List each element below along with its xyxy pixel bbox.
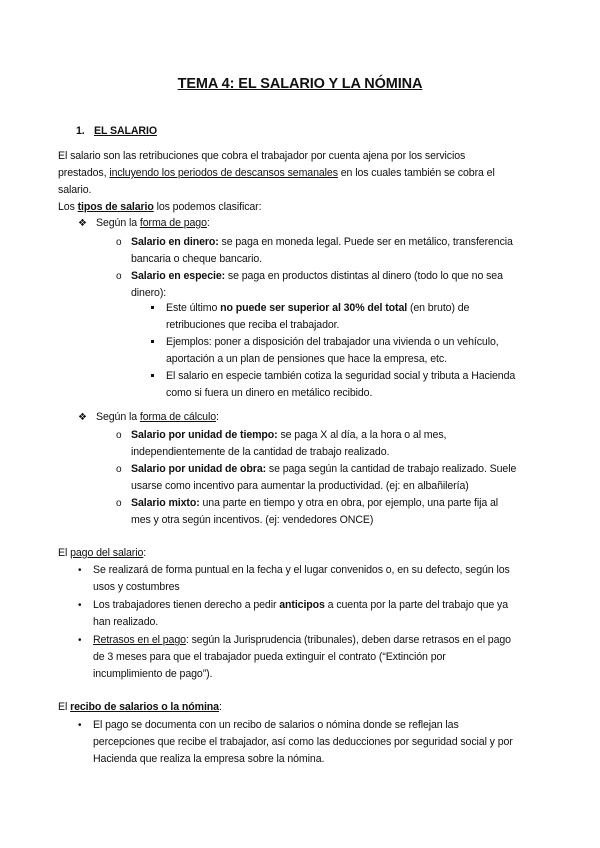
- pago-b3-line-2: de 3 meses para que el trabajador pueda extinguir el contrato (“Extinción por: [93, 651, 446, 663]
- pago-heading: El pago del salario:: [58, 547, 147, 559]
- obra-line-2: usarse como incentivo para aumentar la productividad. (ej: en albañilería): [131, 480, 469, 492]
- forma-calculo-heading: Según la forma de cálculo:: [96, 411, 219, 423]
- section-heading: EL SALARIO: [94, 125, 157, 137]
- especie-sub2-line-2: aportación a un plan de pensiones que hace la empresa, etc.: [166, 353, 447, 365]
- tiempo-line-1: Salario por unidad de tiempo: se paga X al día, a la hora o al mes,: [131, 429, 447, 441]
- circle-bullet-icon: o: [116, 498, 122, 509]
- pago-b2-line-1: Los trabajadores tienen derecho a pedir anticipos a cuenta por la parte del trabajo que ya: [93, 599, 509, 611]
- round-bullet-icon: •: [78, 600, 82, 611]
- recibo-heading: El recibo de salarios o la nómina:: [58, 701, 222, 713]
- round-bullet-icon: •: [78, 565, 82, 576]
- square-bullet-icon: [151, 340, 154, 343]
- pago-b1-line-1: Se realizará de forma puntual en la fecha y el lugar convenidos o, en su defecto, según los: [93, 564, 510, 576]
- circle-bullet-icon: o: [116, 430, 122, 441]
- dinero-line-2: bancaria o cheque bancario.: [131, 253, 262, 265]
- circle-bullet-icon: o: [116, 464, 122, 475]
- pago-b2-line-2: han realizado.: [93, 616, 159, 628]
- dinero-line-1: Salario en dinero: se paga en moneda legal. Puede ser en metálico, transferencia: [131, 236, 513, 248]
- especie-line-1: Salario en especie: se paga en productos distintas al dinero (todo lo que no sea: [131, 270, 503, 282]
- diamond-bullet-icon: ❖: [78, 412, 87, 423]
- circle-bullet-icon: o: [116, 237, 122, 248]
- recibo-b1-line-3: Hacienda que realiza la empresa sobre la nómina.: [93, 753, 325, 765]
- pago-b3-line-3: incumplimiento de pago”).: [93, 668, 213, 680]
- section-number: 1.: [76, 125, 85, 137]
- page-title: TEMA 4: EL SALARIO Y LA NÓMINA: [177, 76, 423, 92]
- obra-line-1: Salario por unidad de obra: se paga según la cantidad de trabajo realizado. Suele: [131, 463, 517, 475]
- tipos-line: Los tipos de salario los podemos clasificar:: [58, 201, 262, 213]
- square-bullet-icon: [151, 306, 154, 309]
- intro-line-1: El salario son las retribuciones que cobra el trabajador por cuenta ajena por los servicios: [58, 150, 466, 162]
- circle-bullet-icon: o: [116, 271, 122, 282]
- especie-sub1-line-2: retribuciones que reciba el trabajador.: [166, 319, 340, 331]
- mixto-line-2: mes y otra según incentivos. (ej: vendedores ONCE): [131, 514, 374, 526]
- tiempo-line-2: independientemente de la cantidad de trabajo realizado.: [131, 446, 390, 458]
- intro-line-2: prestados, incluyendo los periodos de descansos semanales en los cuales también se cobra el: [58, 167, 495, 179]
- especie-sub2-line-1: Ejemplos: poner a disposición del trabajador una vivienda o un vehículo,: [166, 336, 499, 348]
- square-bullet-icon: [151, 374, 154, 377]
- round-bullet-icon: •: [78, 720, 82, 731]
- forma-pago-heading: Según la forma de pago:: [96, 217, 210, 229]
- mixto-line-1: Salario mixto: una parte en tiempo y otra en obra, por ejemplo, una parte fija al: [131, 497, 499, 509]
- recibo-b1-line-1: El pago se documenta con un recibo de salarios o nómina donde se reflejan las: [93, 719, 459, 731]
- especie-sub1-line-1: Este último no puede ser superior al 30% del total (en bruto) de: [166, 302, 470, 314]
- especie-sub3-line-1: El salario en especie también cotiza la seguridad social y tributa a Hacienda: [166, 370, 516, 382]
- round-bullet-icon: •: [78, 635, 82, 646]
- recibo-b1-line-2: percepciones que recibe el trabajador, así como las deducciones por seguridad social y por: [93, 736, 513, 748]
- intro-line-3: salario.: [58, 184, 92, 196]
- especie-sub3-line-2: como si fuera un dinero en metálico recibido.: [166, 387, 373, 399]
- pago-b1-line-2: usos y costumbres: [93, 581, 180, 593]
- especie-line-2: dinero):: [131, 287, 167, 299]
- diamond-bullet-icon: ❖: [78, 218, 87, 229]
- pago-b3-line-1: Retrasos en el pago: según la Jurisprudencia (tribunales), deben darse retrasos en el pago: [93, 634, 511, 646]
